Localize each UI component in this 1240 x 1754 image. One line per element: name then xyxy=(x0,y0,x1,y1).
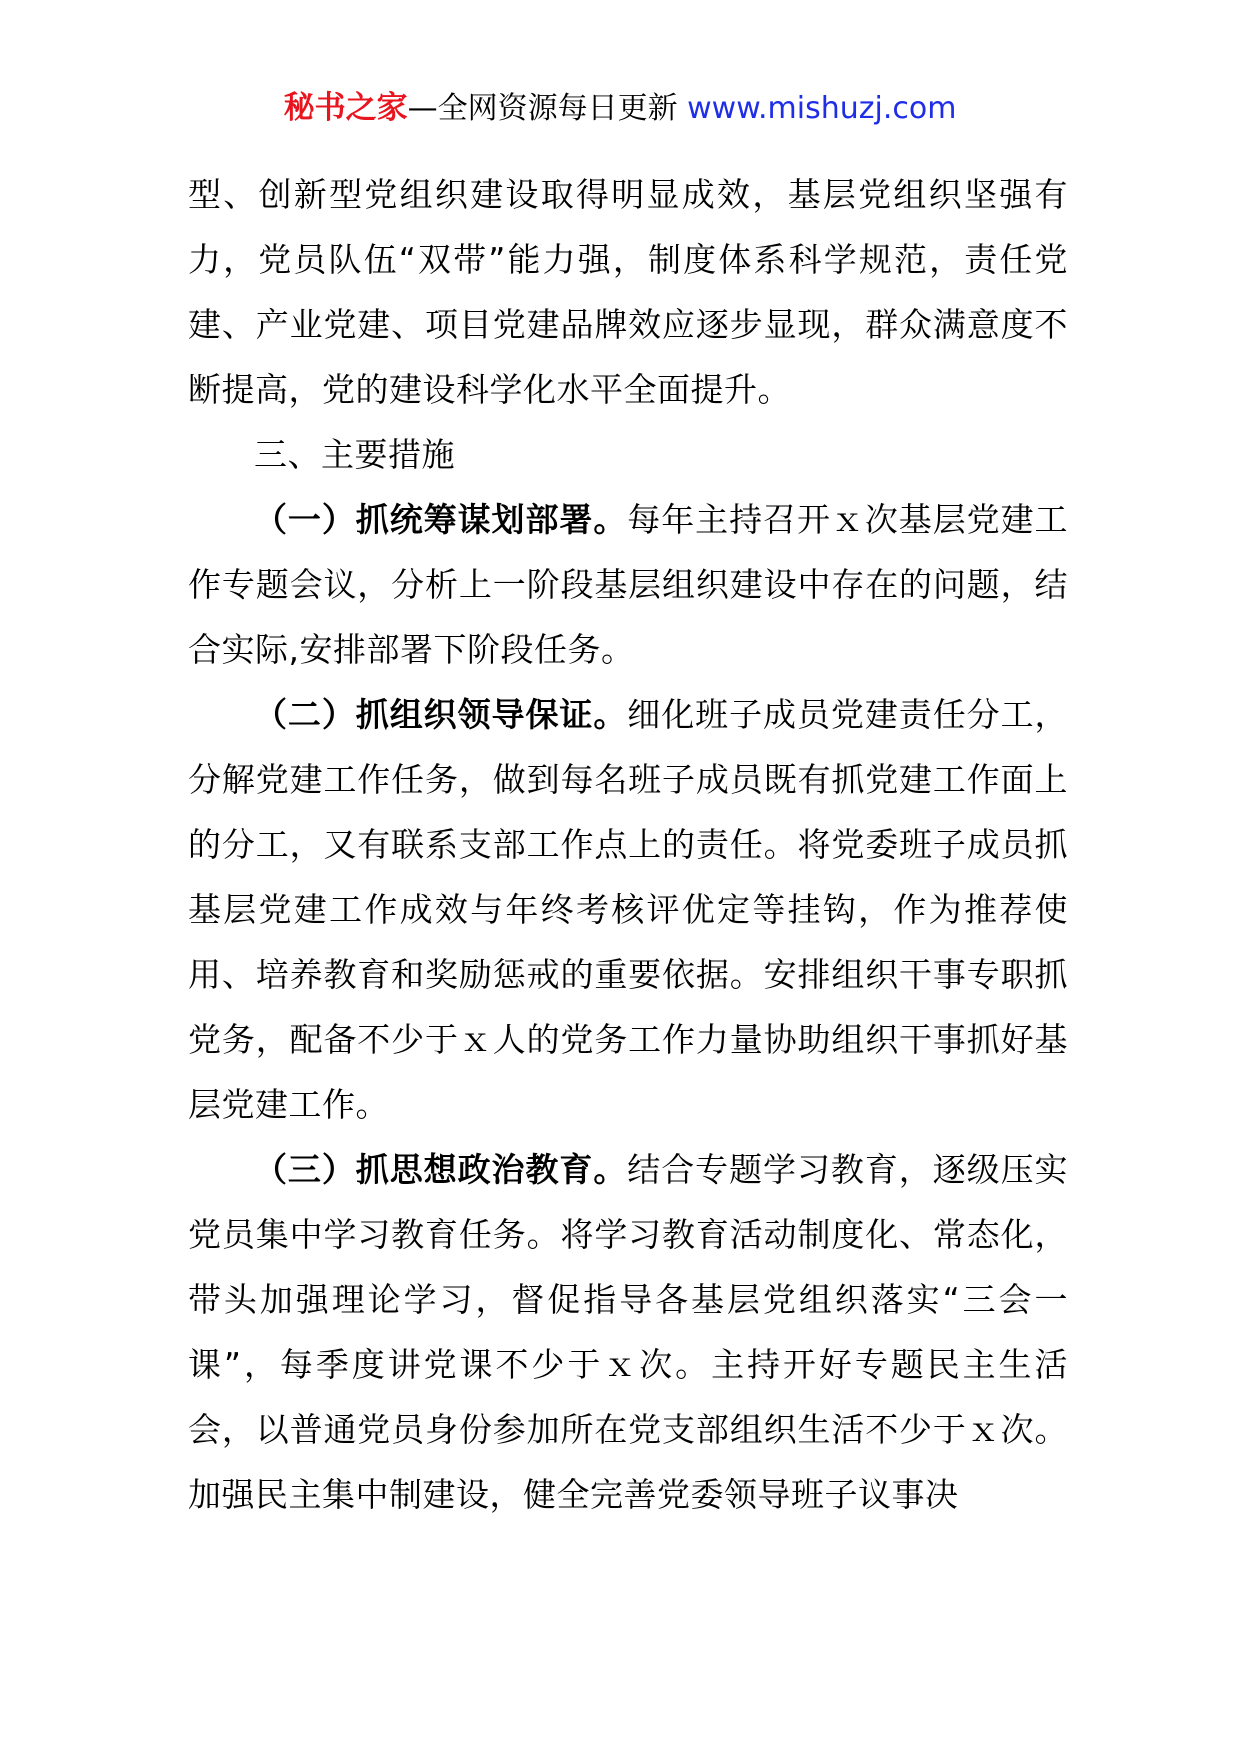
measure-1-title: （一）抓统筹谋划部署。 xyxy=(254,500,628,539)
site-url-link[interactable]: www.mishuzj.com xyxy=(687,91,957,126)
section-heading: 三、主要措施 xyxy=(254,435,455,474)
measure-paragraph-1 xyxy=(188,487,1068,682)
measure-3-title: （三）抓思想政治教育。 xyxy=(254,1150,628,1189)
header-slogan: —全网资源每日更新 xyxy=(407,91,678,126)
measure-2-text: 细化班子成员党建责任分工，分解党建工作任务，做到每名班子成员既有抓党建工作面上的分工，又有联系支部工作点上的责任。将党委班子成员抓基层党建工作成效与年终考核评优定等挂钩，作为推荐使用、培养教育和奖励惩戒的重要依据。安排组织干事专职抓党务，配备不少于ｘ人的党务工作力量协助组织干事抓好基层党建工作。 xyxy=(188,695,1069,1124)
site-header xyxy=(0,88,1240,129)
measure-paragraph-2 xyxy=(188,682,1068,1137)
document-body xyxy=(188,162,1068,1527)
measure-paragraph-3 xyxy=(188,1137,1068,1527)
paragraph-goals-continued: 型、创新型党组织建设取得明显成效，基层党组织坚强有力，党员队伍“双带”能力强，制度体系科学规范，责任党建、产业党建、项目党建品牌效应逐步显现，群众满意度不断提高，党的建设科学化水平全面提升。 xyxy=(188,175,1068,409)
measure-3-text: 结合专题学习教育，逐级压实党员集中学习教育任务。将学习教育活动制度化、常态化，带头加强理论学习，督促指导各基层党组织落实“三会一课”，每季度讲党课不少于ｘ次。主持开好专题民主生活会，以普通党员身份参加所在党支部组织生活不少于ｘ次。加强民主集中制建设，健全完善党委领导班子议事决 xyxy=(188,1150,1069,1514)
measure-1-text: 每年主持召开ｘ次基层党建工作专题会议，分析上一阶段基层组织建设中存在的问题，结合实际,安排部署下阶段任务。 xyxy=(188,500,1069,669)
brand-name: 秘书之家 xyxy=(283,90,408,126)
measure-2-title: （二）抓组织领导保证。 xyxy=(254,695,628,734)
